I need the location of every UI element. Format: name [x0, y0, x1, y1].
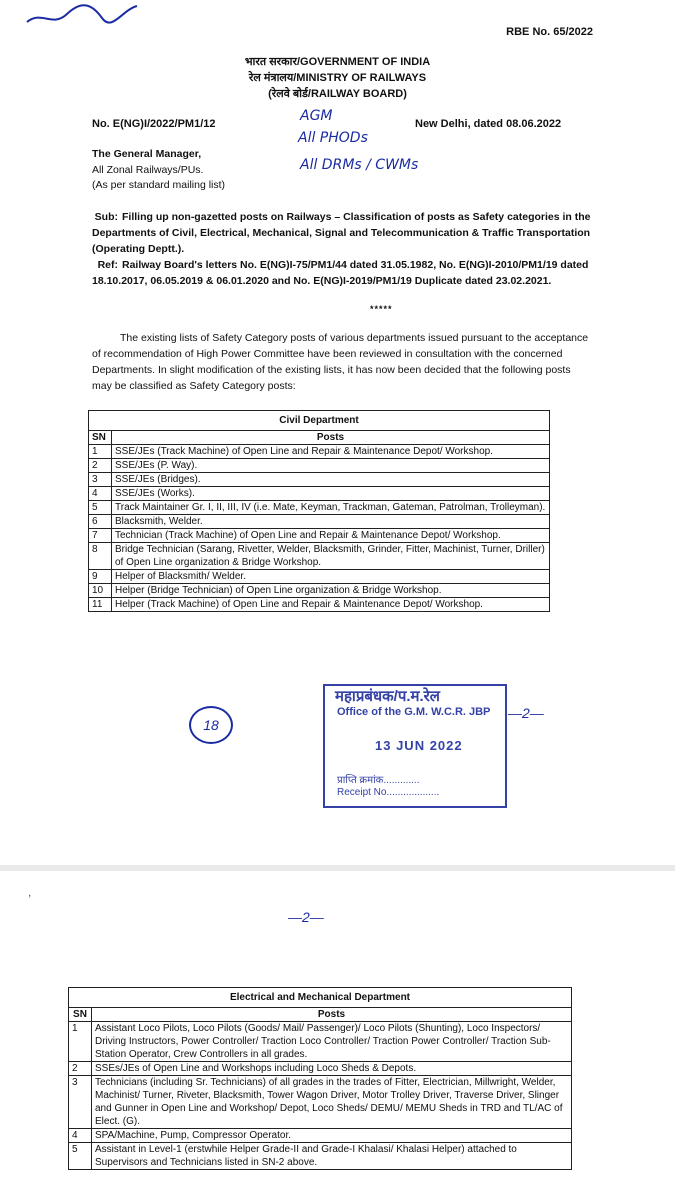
stamp-receipt-no: Receipt No................... — [337, 787, 440, 798]
row-post: Bridge Technician (Sarang, Rivetter, Welder, Blacksmith, Grinder, Fitter, Machinist, Turner, Driller) of Open Line organization & Bridge Workshop. — [112, 543, 550, 570]
civil-department-table — [88, 410, 550, 612]
header-board: (रेलवे बोर्ड/RAILWAY BOARD) — [268, 88, 407, 100]
addressee-line-1: The General Manager, — [92, 148, 202, 160]
row-post: Helper of Blacksmith/ Welder. — [112, 570, 550, 584]
row-post: SSE/JEs (Track Machine) of Open Line and Repair & Maintenance Depot/ Workshop. — [112, 445, 550, 459]
circled-number: 18 — [189, 706, 233, 744]
row-post: SSEs/JEs of Open Line and Workshops including Loco Sheds & Depots. — [92, 1062, 572, 1076]
handwritten-note-phods: All PHODs — [298, 130, 368, 146]
addressee-line-2: All Zonal Railways/PUs. — [92, 164, 204, 176]
table-row — [69, 1143, 572, 1170]
header-ministry: रेल मंत्रालय/MINISTRY OF RAILWAYS — [248, 72, 427, 84]
subject-text: Filling up non-gazetted posts on Railways – Classification of posts as Safety categories in the Departments of Civil, Electrical, Mechanical, Signal and Telecommunication & Traffic Transportation (Operating Deptt.). — [92, 211, 591, 255]
receipt-stamp — [323, 684, 507, 808]
column-header-sn: SN — [89, 431, 112, 445]
table-row — [89, 598, 550, 612]
row-sn: 1 — [89, 445, 112, 459]
row-sn: 2 — [69, 1062, 92, 1076]
stamp-date: 13 JUN 2022 — [375, 738, 463, 753]
separator-stars: ***** — [370, 304, 393, 314]
stamp-hindi-title: महाप्रबंधक/प.म.रेल — [335, 688, 440, 705]
row-sn: 10 — [89, 584, 112, 598]
subject-block — [92, 209, 592, 257]
row-sn: 11 — [89, 598, 112, 612]
column-header-sn: SN — [69, 1008, 92, 1022]
stray-mark-icon: , — [28, 885, 32, 899]
row-post: SSE/JEs (Bridges). — [112, 473, 550, 487]
subject-label: Sub: — [94, 211, 118, 223]
row-post: Helper (Track Machine) of Open Line and Repair & Maintenance Depot/ Workshop. — [112, 598, 550, 612]
header-government: भारत सरकार/GOVERNMENT OF INDIA — [244, 56, 431, 68]
row-post: SPA/Machine, Pump, Compressor Operator. — [92, 1129, 572, 1143]
handwritten-note-agm: AGM — [300, 108, 333, 124]
row-sn: 5 — [89, 501, 112, 515]
table-row — [89, 529, 550, 543]
table-row — [89, 543, 550, 570]
row-sn: 9 — [89, 570, 112, 584]
row-post: Technicians (including Sr. Technicians) of all grades in the trades of Fitter, Electrician, Millwright, Welder, Machinist/ Turner, Riveter, Blacksmith, Tower Wagon Driver, Motor Trolley Driver, Traverse Driver, Slinger and Gunner in Open Line and Workshop/ Depot, Loco Sheds/ DEMU/ MEMU Sheds in TRD and TL/AC of Elect. (G). — [92, 1076, 572, 1129]
table-row — [69, 1062, 572, 1076]
table-row — [89, 487, 550, 501]
row-post: Track Maintainer Gr. I, II, III, IV (i.e. Mate, Keyman, Trackman, Gateman, Patrolman, Trolleyman). — [112, 501, 550, 515]
table-row — [69, 1076, 572, 1129]
handwritten-page-mark: —2— — [288, 909, 324, 925]
row-sn: 3 — [69, 1076, 92, 1129]
row-post: Blacksmith, Welder. — [112, 515, 550, 529]
table-row — [89, 570, 550, 584]
handwritten-note-drms: All DRMs / CWMs — [300, 157, 419, 173]
row-post: Assistant Loco Pilots, Loco Pilots (Goods/ Mail/ Passenger)/ Loco Pilots (Shunting), Loco Inspectors/ Driving Instructors, Power Controller/ Traction Loco Controller/ Traction Power Controller/ Traction Sub-Station Operator, Crew Controllers in all grades. — [92, 1022, 572, 1062]
row-sn: 8 — [89, 543, 112, 570]
reference-text: Railway Board's letters No. E(NG)I-75/PM1/44 dated 31.05.1982, No. E(NG)I-2010/PM1/19 dated 18.10.2017, 06.05.2019 & 06.01.2020 and No. E(NG)I-2019/PM1/19 Duplicate dated 23.02.2021. — [92, 259, 589, 287]
row-sn: 4 — [69, 1129, 92, 1143]
table-row — [89, 584, 550, 598]
table-row — [89, 515, 550, 529]
row-sn: 3 — [89, 473, 112, 487]
letter-date: New Delhi, dated 08.06.2022 — [415, 118, 562, 130]
table-title: Electrical and Mechanical Department — [69, 988, 572, 1008]
row-sn: 7 — [89, 529, 112, 543]
row-sn: 4 — [89, 487, 112, 501]
table-row — [89, 445, 550, 459]
table-title: Civil Department — [89, 411, 550, 431]
row-sn: 1 — [69, 1022, 92, 1062]
row-sn: 6 — [89, 515, 112, 529]
table-row — [69, 1022, 572, 1062]
row-post: Assistant in Level-1 (erstwhile Helper Grade-II and Grade-I Khalasi/ Khalasi Helper) attached to Supervisors and Technicians listed in SN-2 above. — [92, 1143, 572, 1170]
rbe-number: RBE No. 65/2022 — [506, 26, 593, 38]
row-post: SSE/JEs (P. Way). — [112, 459, 550, 473]
row-sn: 5 — [69, 1143, 92, 1170]
column-header-posts: Posts — [112, 431, 550, 445]
electrical-mechanical-table — [68, 987, 572, 1170]
row-sn: 2 — [89, 459, 112, 473]
handwritten-page-mark: —2— — [508, 705, 544, 721]
stamp-office: Office of the G.M. W.C.R. JBP — [337, 706, 491, 718]
column-header-posts: Posts — [92, 1008, 572, 1022]
stamp-receipt-hindi: प्राप्ति क्रमांक............. — [337, 775, 420, 786]
reference-label: Ref: — [97, 259, 118, 271]
table-row — [89, 473, 550, 487]
document-page-2 — [0, 871, 675, 1200]
row-post: Technician (Track Machine) of Open Line and Repair & Maintenance Depot/ Workshop. — [112, 529, 550, 543]
table-row — [89, 501, 550, 515]
body-paragraph: The existing lists of Safety Category posts of various departments issued pursuant to the acceptance of recommendation of High Power Committee have been reviewed in consultation with the concerned Departments. In slight modification of the existing lists, it has now been decided that the following posts may be classified as Safety Category posts: — [92, 332, 589, 392]
table-row — [89, 459, 550, 473]
row-post: SSE/JEs (Works). — [112, 487, 550, 501]
reference-block — [92, 257, 592, 289]
row-post: Helper (Bridge Technician) of Open Line organization & Bridge Workshop. — [112, 584, 550, 598]
letter-reference-number: No. E(NG)I/2022/PM1/12 — [92, 118, 216, 130]
addressee-line-3: (As per standard mailing list) — [92, 179, 226, 191]
table-row — [69, 1129, 572, 1143]
handwritten-scribble-icon — [22, 0, 142, 30]
